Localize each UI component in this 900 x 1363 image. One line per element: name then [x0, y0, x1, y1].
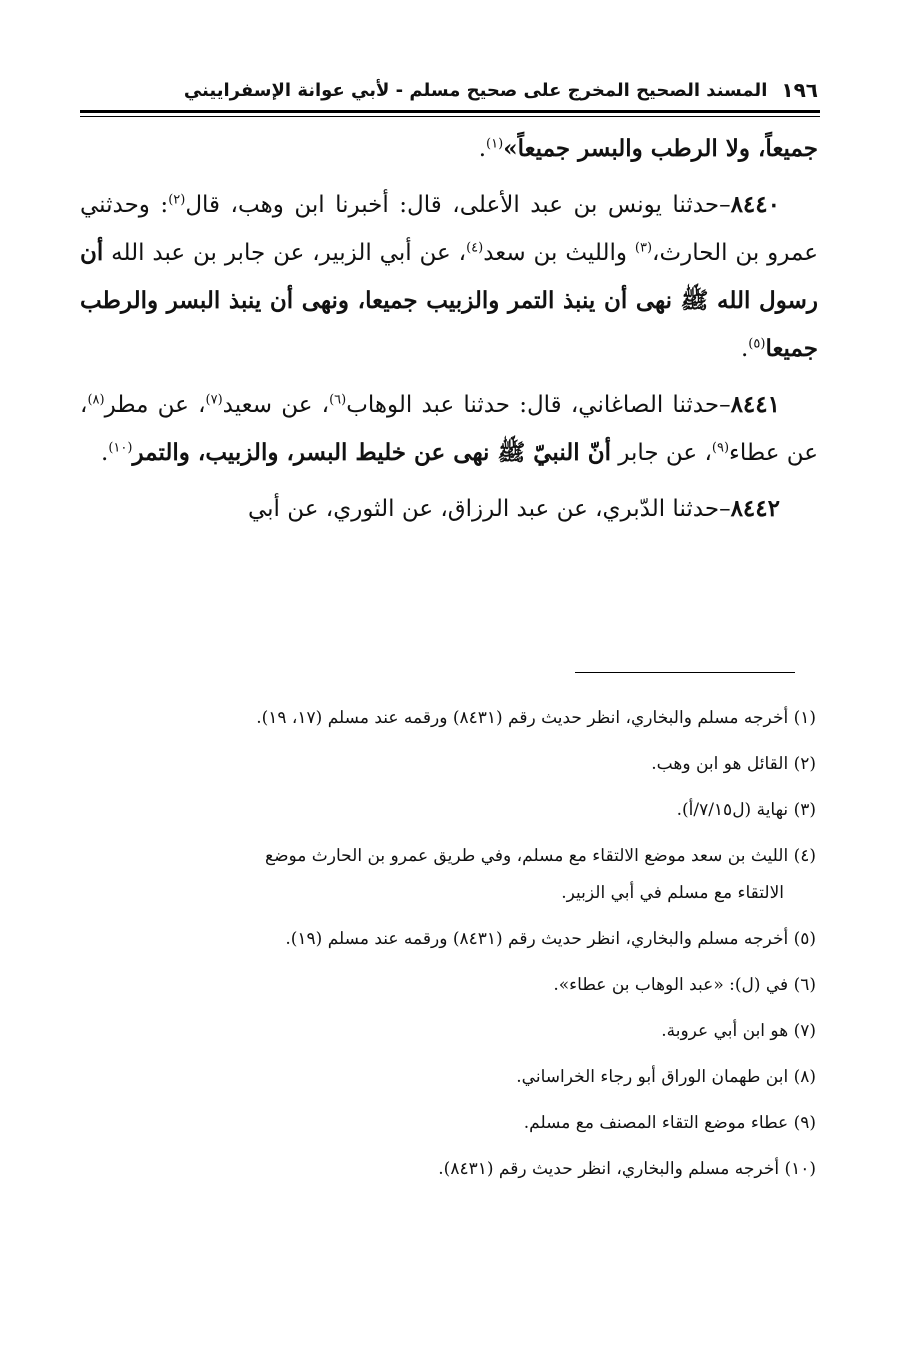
footnote-ref: (٣): [634, 240, 653, 256]
header-rule-thin: [80, 116, 820, 117]
footnote-2: (٢) القائل هو ابن وهب.: [651, 754, 816, 774]
footnote-5: (٥) أخرجه مسلم والبخاري، انظر حديث رقم (٨٤٣١) ورقمه عند مسلم (١٩).: [285, 929, 816, 949]
footnote-ref: (١٠): [108, 440, 133, 456]
hadith-8442: [80, 485, 818, 533]
main-text: [80, 125, 818, 541]
paragraph-continuation: [80, 125, 818, 173]
text-segment: والليث بن سعد: [483, 240, 635, 266]
text-end: .: [478, 136, 487, 162]
hadith-number: ٨٤٤٠: [730, 191, 780, 218]
running-header: [82, 72, 818, 108]
hadith-8441: [80, 381, 818, 477]
footnote-7: (٧) هو ابن أبي عروبة.: [661, 1021, 816, 1041]
footnote-10: (١٠) أخرجه مسلم والبخاري، انظر حديث رقم (٨٤٣١).: [438, 1159, 816, 1179]
footnotes: [80, 700, 818, 1197]
text-segment: –حدثنا الصاغاني، قال: حدثنا عبد الوهاب: [346, 392, 731, 418]
bold-text: أن رسول الله ﷺ نهى أن ينبذ التمر والزبيب جميعا، ونهى أن ينبذ البسر والرطب جميعا: [80, 239, 818, 362]
footnote-6: (٦) في (ل): «عبد الوهاب بن عطاء».: [553, 975, 816, 995]
text-segment: ، عن مطر: [104, 392, 206, 418]
footnote-ref: (٤): [466, 240, 484, 256]
footnote-ref: (١): [486, 136, 504, 152]
book-title: المسند الصحيح المخرج على صحيح مسلم - لأبي عوانة الإسفراييني: [183, 79, 768, 101]
text-segment: ، عن أبي الزبير، عن جابر بن عبد الله: [103, 240, 467, 266]
footnote-ref: (٩): [711, 440, 730, 456]
bold-text: جميعاً، ولا الرطب والبسر جميعاً»: [503, 135, 818, 162]
text-segment: –حدثنا يونس بن عبد الأعلى، قال: أخبرنا ابن وهب، قال: [185, 192, 731, 218]
text-segment: ، عن سعيد: [222, 392, 330, 418]
text-segment: : وحدثني عمرو بن الحارث،: [80, 192, 818, 266]
footnote-9: (٩) عطاء موضع التقاء المصنف مع مسلم.: [523, 1113, 816, 1133]
text-segment: –حدثنا الدّبري، عن عبد الرزاق، عن الثوري، عن أبي: [247, 496, 731, 522]
text-end: .: [740, 336, 749, 362]
footnote-8: (٨) ابن طهمان الوراق أبو رجاء الخراساني.: [516, 1067, 816, 1087]
text-end: .: [101, 440, 109, 466]
hadith-8440: [80, 181, 818, 373]
footnote-4-continued: الالتقاء مع مسلم في أبي الزبير.: [561, 883, 784, 903]
footnote-separator: [575, 672, 795, 673]
hadith-number: ٨٤٤١: [730, 391, 780, 418]
text-segment: ، عن جابر: [610, 440, 712, 466]
page-number: ١٩٦: [781, 78, 818, 102]
footnote-ref: (٢): [168, 192, 186, 208]
footnote-ref: (٧): [205, 392, 223, 408]
footnote-1: (١) أخرجه مسلم والبخاري، انظر حديث رقم (٨٤٣١) ورقمه عند مسلم (١٧، ١٩).: [256, 708, 816, 728]
hadith-number: ٨٤٤٢: [730, 495, 780, 522]
header-rule-thick: [80, 110, 820, 113]
footnote-ref: (٦): [329, 392, 347, 408]
footnote-ref: (٨): [87, 392, 105, 408]
footnote-4: (٤) الليث بن سعد موضع الالتقاء مع مسلم، وفي طريق عمرو بن الحارث موضع: [265, 846, 816, 866]
footnote-ref: (٥): [748, 336, 766, 352]
bold-text: أنّ النبيّ ﷺ نهى عن خليط البسر، والزبيب، والتمر: [132, 439, 611, 466]
text-segment: ، عن عطاء: [80, 392, 818, 466]
footnote-3: (٣) نهاية (ل٧/١٥/أ).: [676, 800, 816, 820]
